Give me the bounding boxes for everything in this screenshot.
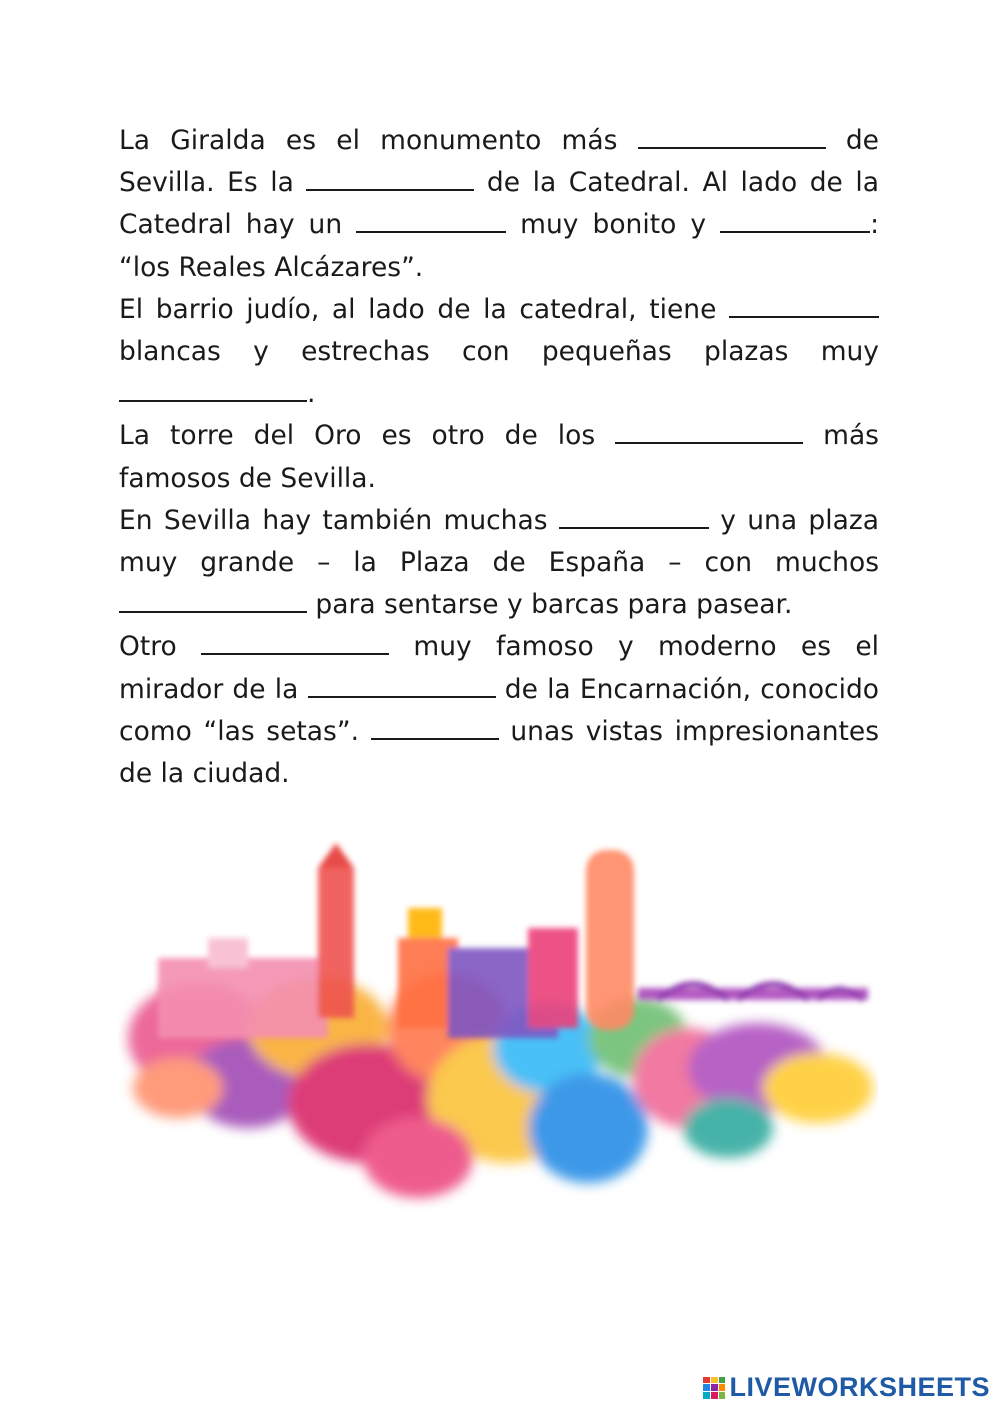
text-segment: El barrio judío, al lado de la catedral, tiene <box>119 293 729 325</box>
answer-blank-7[interactable] <box>615 417 803 444</box>
answer-blank-9[interactable] <box>119 586 307 613</box>
answer-blank-4[interactable] <box>720 206 870 233</box>
text-segment: para sentarse y barcas para pasear. <box>307 589 793 621</box>
text-segment: . <box>307 378 316 410</box>
paragraph-setas <box>119 626 879 795</box>
answer-blank-12[interactable] <box>371 713 499 740</box>
text-segment: más famosos de Sevilla. <box>119 420 879 494</box>
text-segment: Otro <box>119 631 202 663</box>
answer-blank-3[interactable] <box>356 206 506 233</box>
text-segment: de la Catedral. Al lado de la Catedral hay un <box>119 167 879 241</box>
text-segment: de Sevilla. Es la <box>119 125 879 199</box>
text-segment: y una plaza muy grande – la Plaza de España – con muchos <box>119 504 879 579</box>
text-segment: La Giralda es el monumento más <box>119 125 638 156</box>
brand-name: LIVEWORKSHEETS <box>729 1372 990 1402</box>
text-segment: blancas y estrechas con pequeñas plazas muy <box>119 336 879 368</box>
answer-blank-2[interactable] <box>306 164 474 191</box>
answer-blank-11[interactable] <box>308 670 496 697</box>
seville-skyline-watercolor-icon <box>118 838 878 1238</box>
answer-blank-8[interactable] <box>559 502 709 529</box>
paragraph-giralda <box>119 120 879 289</box>
text-segment: unas vistas impresionantes de la ciudad. <box>119 715 879 790</box>
answer-blank-10[interactable] <box>201 628 389 655</box>
text-segment: : “los Reales Alcázares”. <box>119 209 879 283</box>
answer-blank-6[interactable] <box>119 375 307 402</box>
text-segment: La torre del Oro es otro de los <box>119 420 616 452</box>
text-segment: En Sevilla hay también muchas <box>119 504 559 536</box>
paragraph-torre-del-oro <box>119 415 879 499</box>
paragraph-plaza-espana <box>119 500 879 627</box>
answer-blank-1[interactable] <box>638 122 826 149</box>
answer-blank-5[interactable] <box>729 291 879 318</box>
paragraph-barrio-judio <box>119 289 879 416</box>
worksheet-text <box>119 120 879 795</box>
text-segment: muy famoso y moderno es el mirador de la <box>119 631 880 705</box>
text-segment: de la Encarnación, conocido como “las setas”. <box>119 673 879 747</box>
logo-grid-icon <box>703 1377 725 1399</box>
liveworksheets-logo <box>703 1372 990 1403</box>
text-segment: muy bonito y <box>506 209 721 241</box>
